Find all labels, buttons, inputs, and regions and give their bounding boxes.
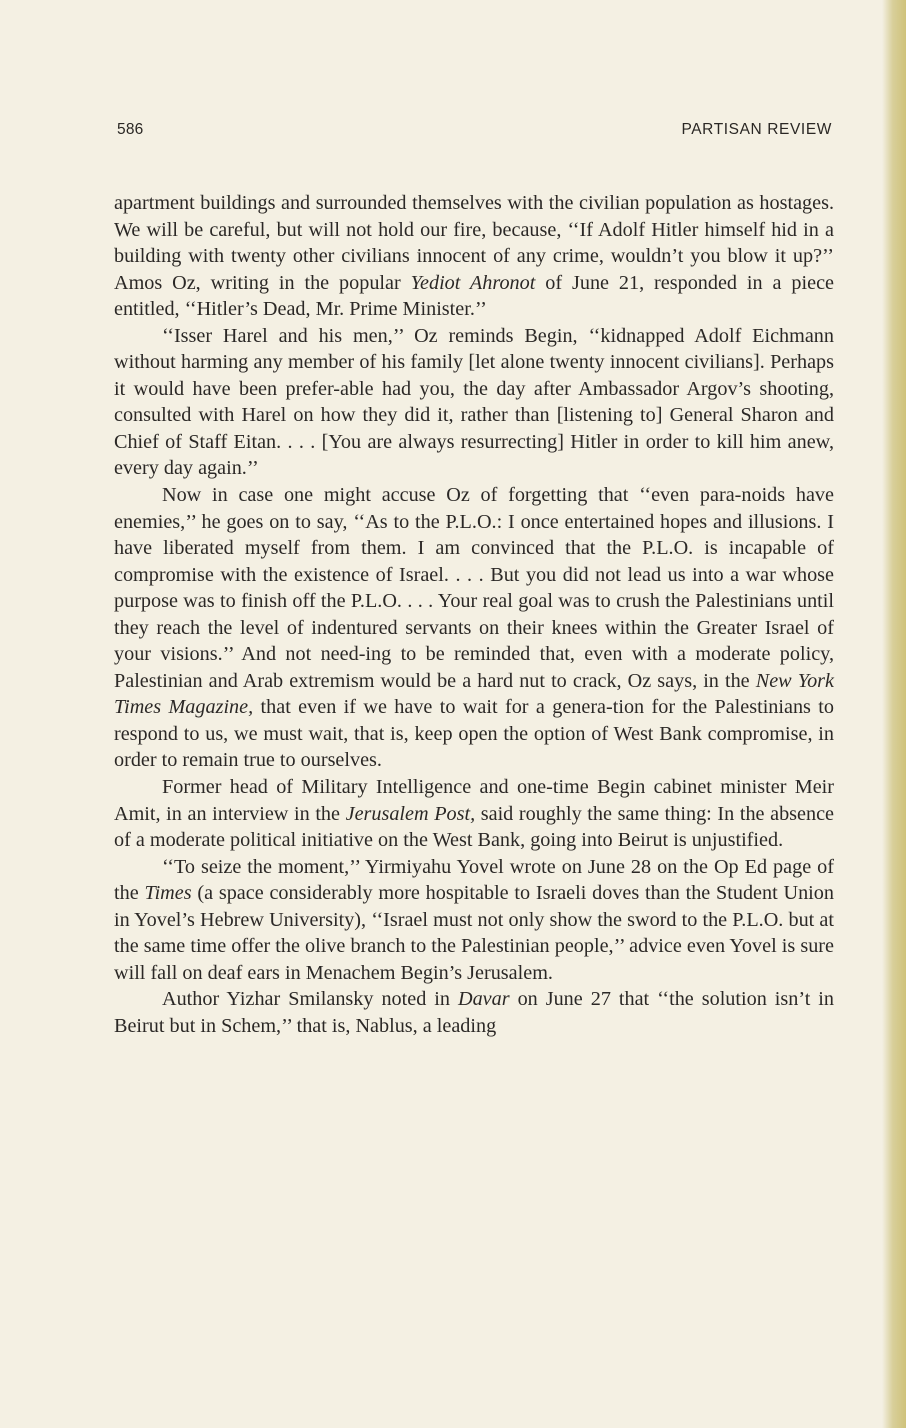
italic-title: Jerusalem Post,: [345, 802, 476, 825]
paragraph-text: that even if we have to wait for a genera-tion for the Palestinians to respond to us, we must wait, that is, keep open the option of West Bank compromise, in order to remain true to ourselves.: [114, 696, 834, 772]
paragraph: [114, 323, 834, 482]
page-number: 586: [117, 121, 144, 138]
paragraph: [114, 774, 834, 854]
article-body: [114, 190, 834, 1040]
paragraph-text: of June 21, responded in a piece entitled, ‘‘Hitler’s Dead, Mr. Prime Minister.’’: [114, 271, 835, 321]
paragraph: [114, 190, 834, 323]
journal-title: PARTISAN REVIEW: [681, 121, 832, 138]
paragraph: [114, 986, 834, 1039]
paragraph-text: (a space considerably more hospitable to Israeli doves than the Student Union in Yovel’s Hebrew University), ‘‘Israel must not only show the sword to the P.L.O. but at the same time offer the olive branch to the Palestinian people,’’ advice even Yovel is sure will fall on deaf ears in Menachem Begin’s Jerusalem.: [114, 882, 834, 984]
italic-title: Times: [144, 882, 192, 905]
paragraph-text: ‘‘Isser Harel and his men,’’ Oz reminds Begin, ‘‘kidnapped Adolf Eichmann without harming any member of his family [let alone twenty innocent civilians]. Perhaps it would have been prefer-able had you, the day after Ambassador Argov’s shooting, consulted with Harel on how they did it, rather than [listening to] General Sharon and Chief of Staff Eitan. . . . [You are always resurrecting] Hitler in order to kill him anew, every day again.’’: [114, 324, 834, 480]
running-head: [117, 121, 832, 143]
italic-title: Yediot Ahronot: [410, 271, 536, 294]
paragraph: [114, 482, 834, 774]
italic-title: Davar: [457, 988, 510, 1011]
paragraph-text: Author Yizhar Smilansky noted in: [162, 988, 458, 1011]
paragraph-text: on June 27 that ‘‘the solution isn’t in Beirut but in Schem,’’ that is, Nablus, a leading: [114, 988, 834, 1037]
page-edge-shadow: [882, 0, 906, 1428]
paragraph: [114, 854, 834, 987]
paragraph-text: apartment buildings and surrounded themselves with the civilian population as hostages. We will be careful, but will not hold our fire, because, ‘‘If Adolf Hitler himself hid in a building with twenty other civilians innocent of any crime, wouldn’t you blow it up?’’ Amos Oz, writing in the popular: [114, 192, 834, 294]
paragraph-text: Former head of Military Intelligence and one-time Begin cabinet minister Meir Amit, in an interview in the: [114, 776, 834, 825]
italic-title: New York Times Magazine,: [114, 669, 834, 719]
paragraph-text: said roughly the same thing: In the absence of a moderate political initiative on the West Bank, going into Beirut is unjustified.: [114, 802, 835, 852]
paragraph-text: Now in case one might accuse Oz of forgetting that ‘‘even para-noids have enemies,’’ he goes on to say, ‘‘As to the P.L.O.: I once entertained hopes and illusions. I have liberated myself from them. I am convinced that the P.L.O. is incapable of compromise with the existence of Israel. . . . But you did not lead us into a war whose purpose was to finish off the P.L.O. . . . Your real goal was to crush the Palestinians until they reach the level of indentured servants on their knees within the Greater Israel of your visions.’’ And not need-ing to be reminded that, even with a moderate policy, Palestinian and Arab extremism would be a hard nut to crack, Oz says, in the: [114, 484, 834, 692]
paragraph-text: ‘‘To seize the moment,’’ Yirmiyahu Yovel wrote on June 28 on the Op Ed page of the: [114, 855, 834, 905]
